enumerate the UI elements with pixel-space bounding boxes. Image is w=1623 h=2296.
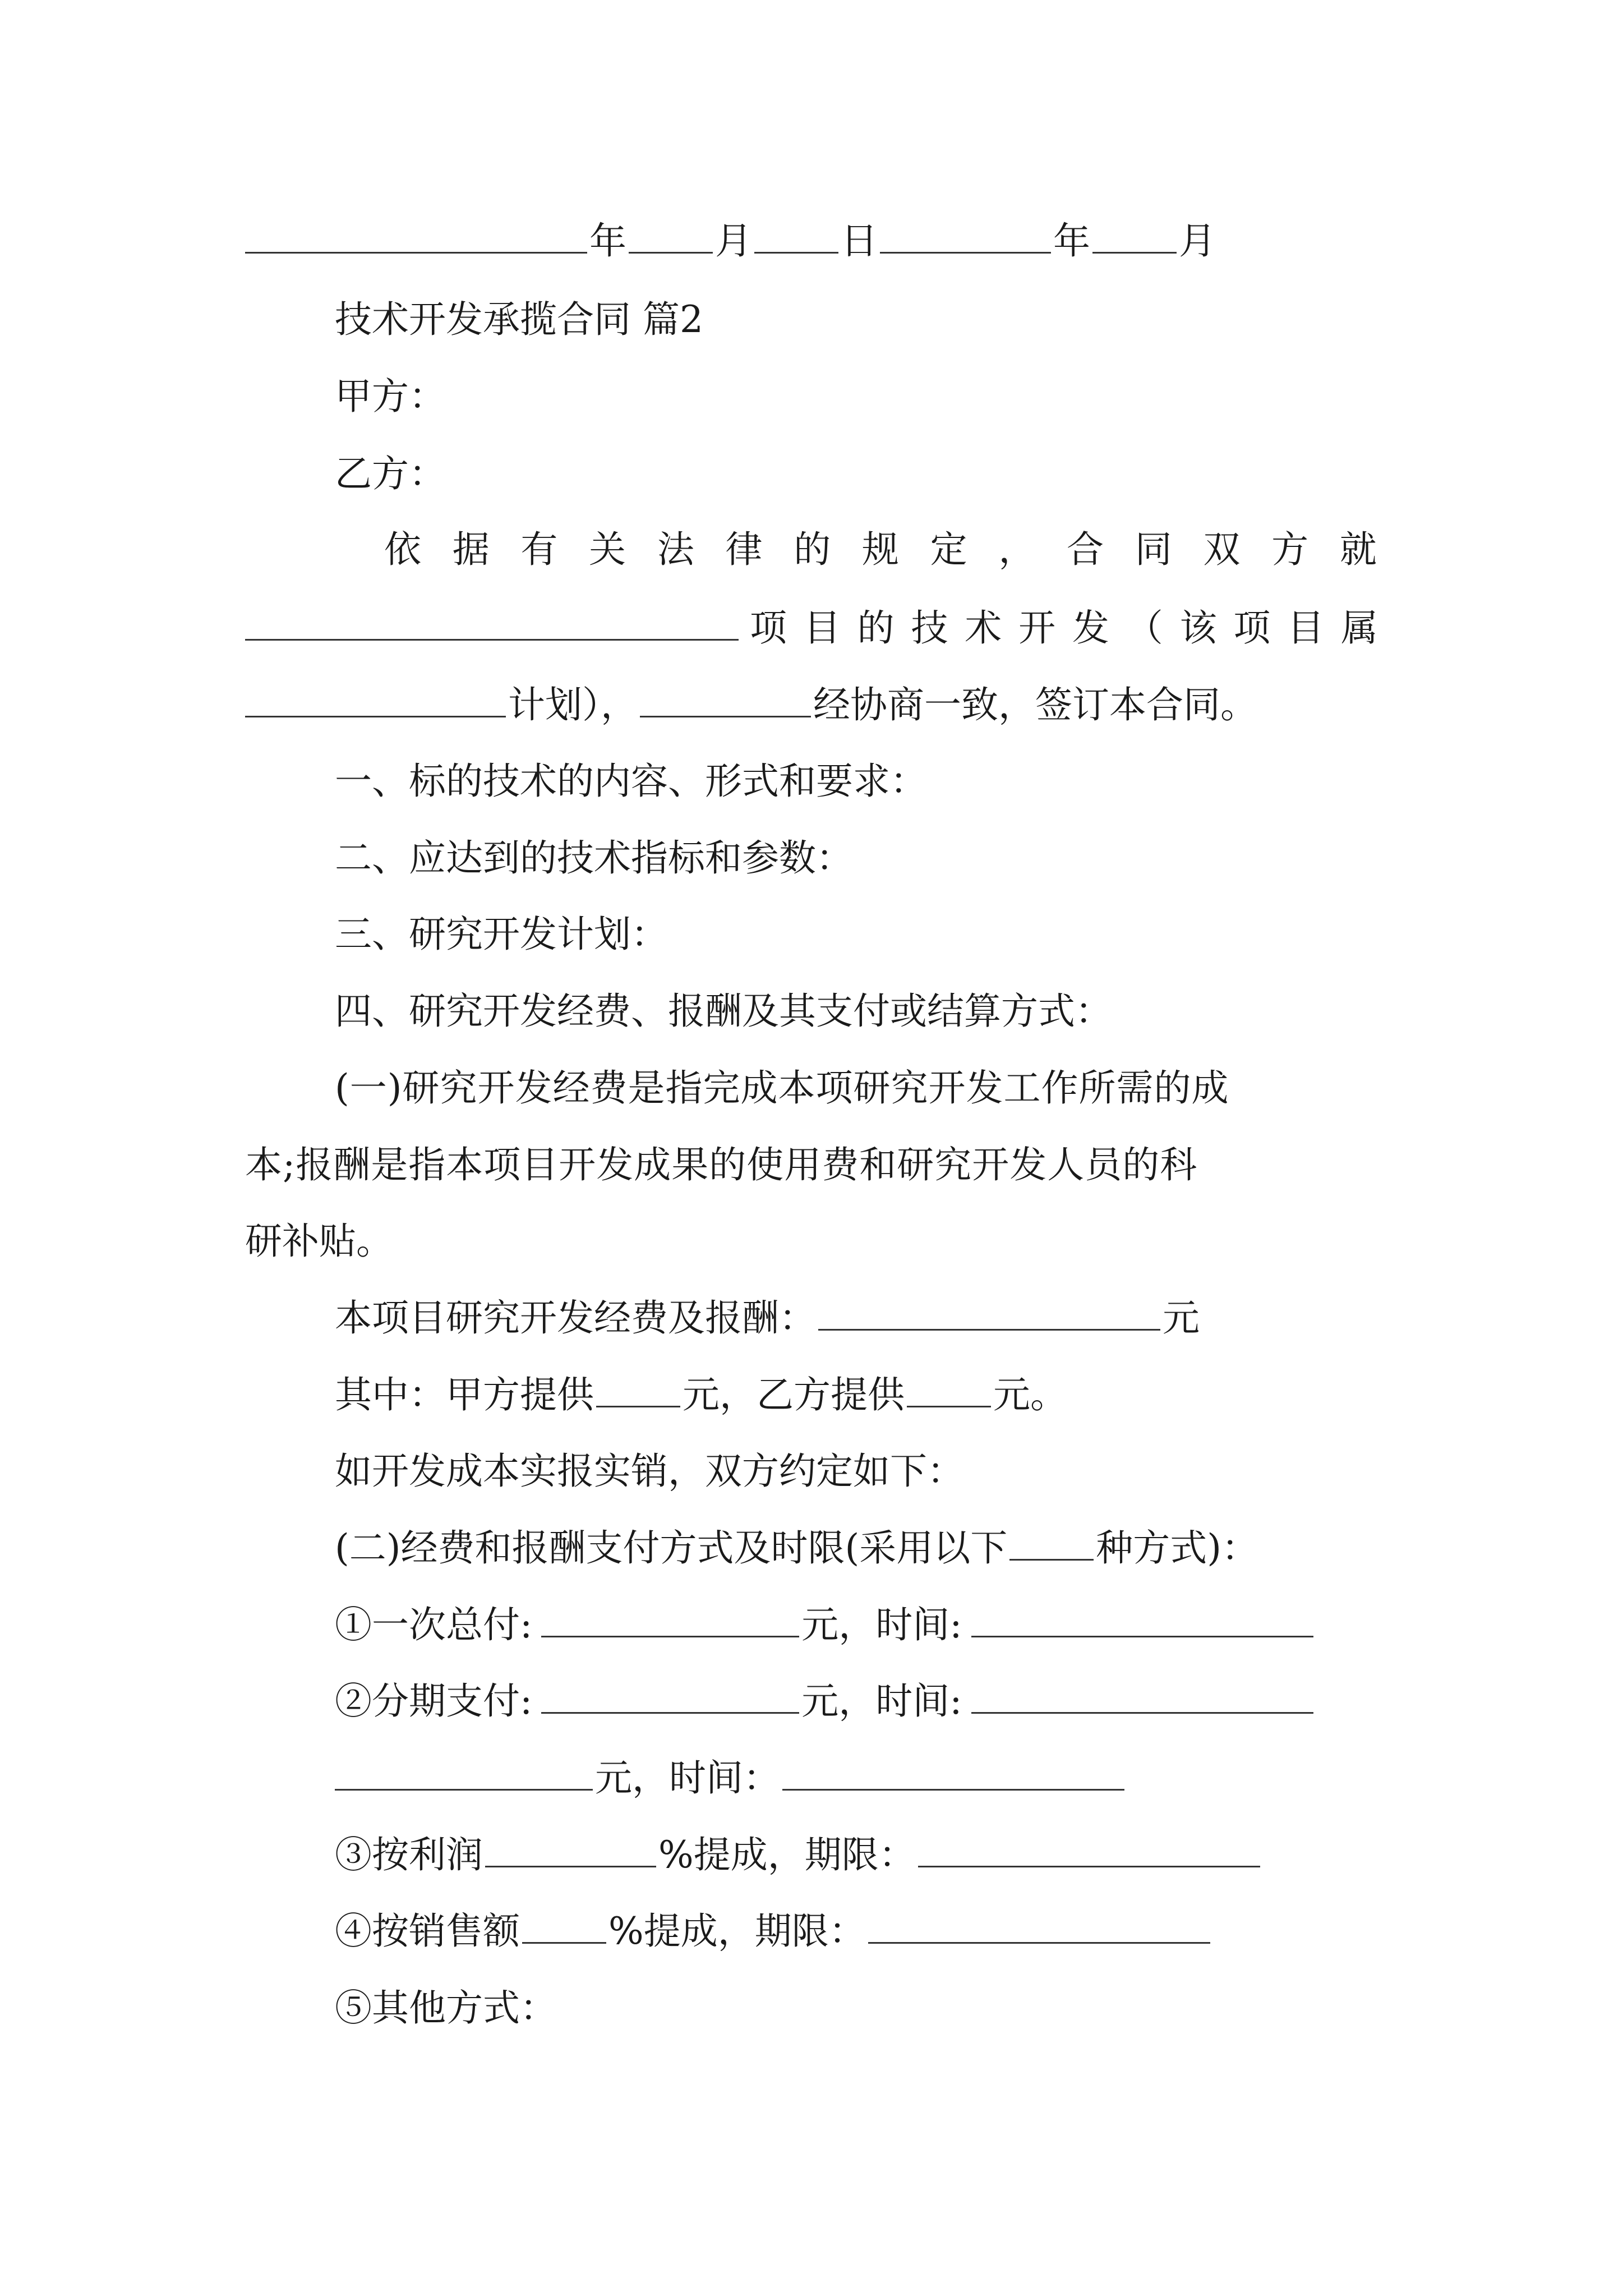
option-4-mid: %提成，期限： bbox=[608, 1910, 866, 1953]
para-two-suffix: 种方式)： bbox=[1096, 1526, 1258, 1570]
intro-line-2-char: 项 bbox=[750, 606, 787, 650]
intro-line-2-char: 技 bbox=[911, 606, 948, 650]
fee-total-line bbox=[335, 1296, 1200, 1341]
year-blank-2[interactable] bbox=[880, 219, 1051, 254]
para-two-line bbox=[335, 1526, 1258, 1571]
intro-line-1-char: 关 bbox=[589, 528, 626, 571]
intro-line-1-char: 合 bbox=[1067, 528, 1104, 571]
intro-line-1-char: 规 bbox=[861, 528, 899, 571]
month-blank-2[interactable] bbox=[1092, 219, 1177, 254]
party-b-label: 乙方： bbox=[335, 452, 446, 495]
intro-line-2-text bbox=[750, 606, 1378, 651]
fee-split-mid: 元，乙方提供 bbox=[683, 1373, 905, 1416]
option-2b-amount-blank[interactable] bbox=[335, 1756, 593, 1791]
section-two-heading: 二、应达到的技术指标和参数： bbox=[335, 836, 853, 880]
fee-total-blank[interactable] bbox=[818, 1296, 1160, 1331]
intro-line-2-char: 目 bbox=[1287, 606, 1325, 650]
fee-total-label: 本项目研究开发经费及报酬： bbox=[335, 1296, 816, 1340]
option-other: ⑤其他方式： bbox=[335, 1986, 557, 2030]
party-blank[interactable] bbox=[640, 683, 811, 717]
option-4-percent-blank[interactable] bbox=[522, 1910, 606, 1944]
option-2b-unit: 元，时间： bbox=[595, 1756, 780, 1800]
year-blank-1[interactable] bbox=[245, 219, 587, 254]
cost-clause: 如开发成本实报实销，双方约定如下： bbox=[335, 1450, 964, 1493]
intro-line-2-char: 开 bbox=[1018, 606, 1056, 650]
intro-line-1-char: 的 bbox=[794, 528, 831, 571]
party-a-label: 甲方： bbox=[335, 375, 446, 418]
fee-split-line bbox=[335, 1373, 1067, 1418]
month-label-1: 月 bbox=[715, 219, 752, 263]
intro-line-1-char: 有 bbox=[520, 528, 558, 571]
month-label-2: 月 bbox=[1179, 219, 1216, 263]
method-count-blank[interactable] bbox=[1009, 1526, 1094, 1561]
intro-line-3 bbox=[245, 683, 1257, 728]
option-installments bbox=[335, 1679, 1316, 1724]
year-label-2: 年 bbox=[1053, 219, 1090, 263]
option-3-percent-blank[interactable] bbox=[485, 1833, 656, 1867]
option-3-label: ③按利润 bbox=[335, 1833, 483, 1876]
party-a-amount-blank[interactable] bbox=[596, 1373, 680, 1407]
intro-line-1-char: ， bbox=[998, 528, 1036, 571]
party-b-amount-blank[interactable] bbox=[907, 1373, 991, 1407]
option-2-label: ②分期支付: bbox=[335, 1680, 533, 1723]
option-profit-share bbox=[335, 1833, 1262, 1878]
intro-line-1-char: 据 bbox=[452, 528, 490, 571]
month-blank-1[interactable] bbox=[629, 219, 713, 254]
option-4-period-blank[interactable] bbox=[868, 1910, 1210, 1944]
fee-split-prefix: 其中：甲方提供 bbox=[335, 1373, 594, 1416]
date-line bbox=[245, 219, 1216, 264]
section-three-heading: 三、研究开发计划： bbox=[335, 913, 668, 956]
intro-line-2-char: 项 bbox=[1233, 606, 1271, 650]
project-name-blank[interactable] bbox=[245, 606, 739, 641]
option-3-mid: %提成，期限： bbox=[658, 1833, 916, 1876]
document-heading: 技术开发承揽合同 篇2 bbox=[335, 298, 703, 341]
para-one-line-3: 研补贴。 bbox=[245, 1220, 393, 1263]
para-two-prefix: (二)经费和报酬支付方式及时限(采用以下 bbox=[335, 1526, 1008, 1570]
intro-line-2-char: 该 bbox=[1179, 606, 1217, 650]
plan-label: 计划）， bbox=[508, 683, 638, 726]
fee-split-suffix: 元。 bbox=[993, 1373, 1067, 1416]
intro-line-1-char: 就 bbox=[1339, 528, 1377, 571]
intro-line-1 bbox=[384, 527, 1377, 572]
section-one-heading: 一、标的技术的内容、形式和要求： bbox=[335, 760, 927, 803]
intro-line-1-char: 方 bbox=[1271, 528, 1309, 571]
option-sales-share bbox=[335, 1909, 1212, 1954]
year-label-1: 年 bbox=[589, 219, 626, 263]
intro-line-1-char: 律 bbox=[725, 528, 763, 571]
day-blank-1[interactable] bbox=[754, 219, 838, 254]
option-3-period-blank[interactable] bbox=[918, 1833, 1260, 1867]
intro-line-2-char: 术 bbox=[965, 606, 1002, 650]
para-one-line-2: 本;报酬是指本项目开发成果的使用费和研究开发人员的科 bbox=[245, 1143, 1198, 1186]
day-label-1: 日 bbox=[841, 219, 878, 263]
option-lump-sum bbox=[335, 1603, 1316, 1648]
option-1-amount-blank[interactable] bbox=[541, 1603, 799, 1637]
option-1-time-blank[interactable] bbox=[971, 1603, 1313, 1637]
intro-line-2-char: （ bbox=[1126, 606, 1163, 650]
option-1-unit: 元，时间: bbox=[801, 1603, 962, 1646]
intro-line-1-char: 定 bbox=[930, 528, 967, 571]
plan-blank[interactable] bbox=[245, 683, 506, 717]
option-installments-2 bbox=[335, 1756, 1127, 1801]
agreement-text: 经协商一致，签订本合同。 bbox=[813, 683, 1257, 726]
intro-line-2 bbox=[245, 606, 1378, 651]
intro-line-2-char: 属 bbox=[1340, 606, 1378, 650]
intro-line-1-char: 同 bbox=[1135, 528, 1172, 571]
option-2b-time-blank[interactable] bbox=[782, 1756, 1124, 1791]
fee-total-unit: 元 bbox=[1163, 1296, 1200, 1340]
intro-line-2-char: 发 bbox=[1072, 606, 1109, 650]
option-2-amount-blank[interactable] bbox=[541, 1680, 799, 1714]
intro-line-1-char: 依 bbox=[384, 528, 421, 571]
para-one-line-1: (一)研究开发经费是指完成本项研究开发工作所需的成 bbox=[335, 1066, 1229, 1110]
option-2-time-blank[interactable] bbox=[971, 1680, 1313, 1714]
intro-line-1-char: 双 bbox=[1203, 528, 1241, 571]
intro-line-2-char: 的 bbox=[857, 606, 895, 650]
option-2-unit: 元，时间: bbox=[801, 1680, 962, 1723]
intro-line-2-char: 目 bbox=[803, 606, 841, 650]
section-four-heading: 四、研究开发经费、报酬及其支付或结算方式： bbox=[335, 990, 1112, 1033]
option-1-label: ①一次总付: bbox=[335, 1603, 533, 1646]
intro-line-1-char: 法 bbox=[657, 528, 694, 571]
option-4-label: ④按销售额 bbox=[335, 1910, 520, 1953]
